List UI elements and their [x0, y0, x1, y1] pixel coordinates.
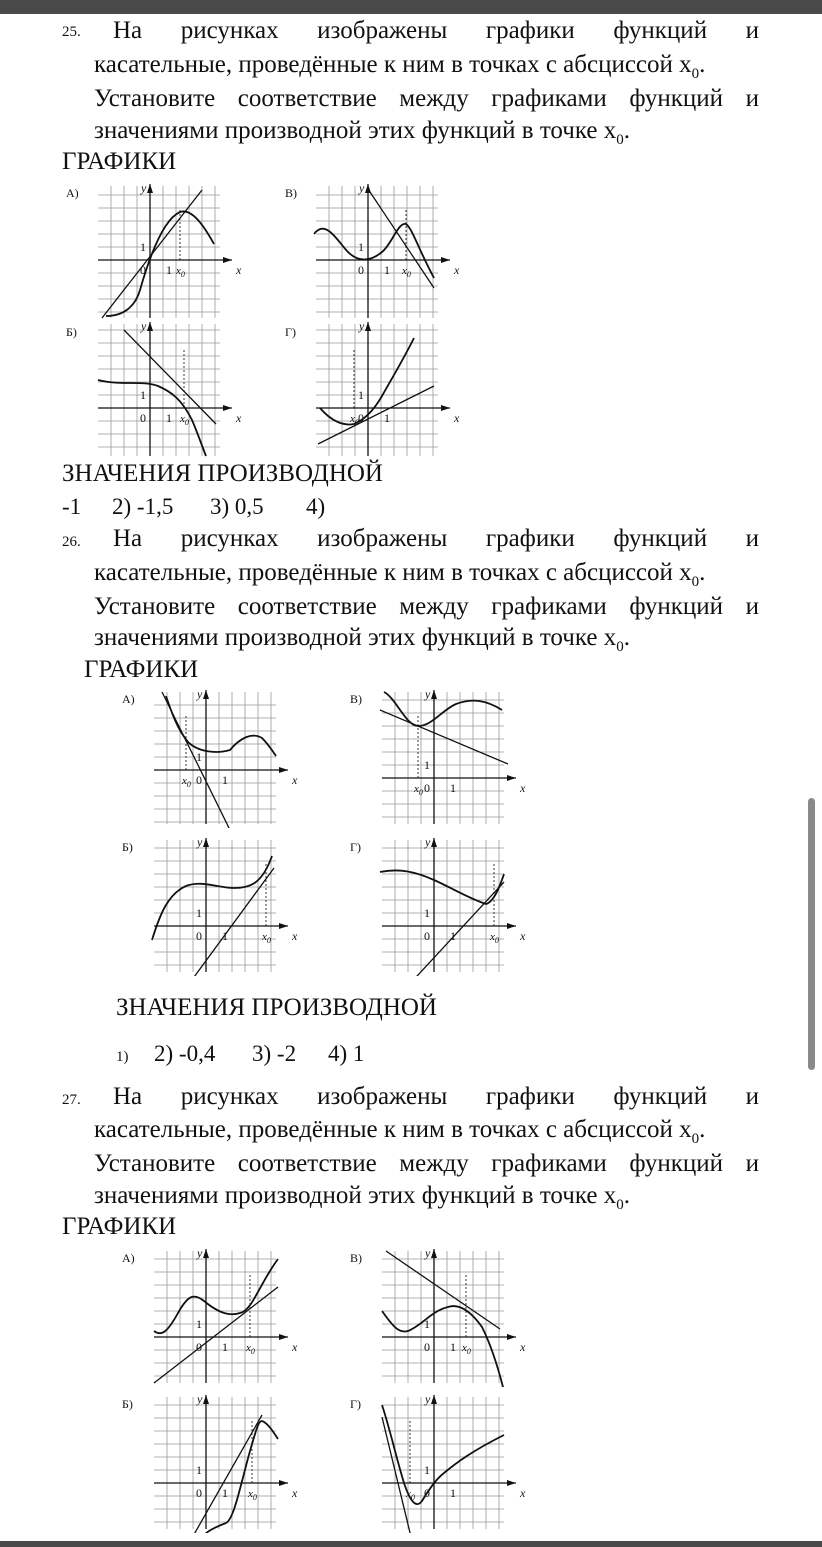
origin-label: 0 [196, 1340, 202, 1354]
grid-lines [98, 324, 220, 456]
unit-x-label: 1 [222, 1486, 228, 1500]
x0-label: $x_0$ [350, 413, 359, 427]
x-axis-label: x [454, 411, 460, 425]
x-axis-arrow [279, 767, 288, 773]
problem-number: 27. [62, 1092, 81, 1108]
graphs-heading: ГРАФИКИ [84, 656, 199, 683]
grid-lines [382, 1397, 504, 1529]
function-graph-v [310, 182, 470, 322]
origin-label: 0 [424, 1486, 430, 1500]
y-axis-arrow [203, 690, 209, 699]
graph-svg [310, 320, 470, 460]
y-axis-arrow [147, 322, 153, 331]
origin-label: 0 [140, 263, 146, 277]
grid-lines [382, 840, 504, 972]
function-curve [152, 856, 272, 940]
answer-option: 1) [116, 1049, 129, 1065]
x-axis-label: x [520, 929, 526, 943]
grid-lines [154, 840, 276, 972]
graph-label: Б) [122, 1397, 133, 1411]
function-curve [314, 224, 434, 278]
answer-option: 3) 0,5 [210, 494, 264, 519]
unit-y-label: 1 [424, 1463, 430, 1477]
origin-label: 0 [424, 781, 430, 795]
graph-label: Г) [350, 840, 361, 854]
function-graph-a [148, 1247, 308, 1387]
y-axis-arrow [203, 1249, 209, 1258]
graph-label: А) [122, 692, 135, 706]
origin-label: 0 [196, 773, 202, 787]
graphs-heading: ГРАФИКИ [62, 1213, 177, 1240]
answer-option: 2) -0,4 [154, 1041, 216, 1066]
graph-label: Б) [66, 325, 77, 339]
x-axis-label: x [520, 781, 526, 795]
y-axis-arrow [365, 322, 371, 331]
problem-text-line: значениями производной этих функций в точке $x_0$. [94, 117, 630, 148]
unit-y-label: 1 [196, 906, 202, 920]
y-axis-label: y [359, 320, 365, 333]
unit-y-label: 1 [196, 1317, 202, 1331]
x0-label: $x_0$ [402, 265, 411, 279]
answer-option: 4) [306, 494, 326, 519]
x-axis-label: x [292, 1486, 298, 1500]
tangent-line [382, 1417, 412, 1533]
y-axis-label: y [425, 836, 431, 849]
graph-svg [376, 1247, 536, 1387]
function-curve [384, 692, 502, 726]
x-axis-arrow [223, 257, 232, 263]
function-graph-v [376, 688, 536, 828]
graph-label: В) [350, 1251, 362, 1265]
unit-x-label: 1 [450, 1340, 456, 1354]
x-axis-arrow [223, 405, 232, 411]
graph-svg [92, 182, 252, 322]
grid-lines [316, 186, 438, 318]
answer-options [62, 494, 325, 520]
y-axis-label: y [141, 320, 147, 333]
y-axis-label: y [141, 182, 147, 195]
graph-svg [310, 182, 470, 322]
y-axis-label: y [197, 836, 203, 849]
unit-x-label: 1 [384, 411, 390, 425]
answer-options [116, 1041, 364, 1067]
x0-label: $x_0$ [176, 265, 185, 279]
x-axis-label: x [236, 263, 242, 277]
graph-svg [376, 688, 536, 828]
unit-y-label: 1 [140, 388, 146, 402]
x-axis-label: x [454, 263, 460, 277]
graphs-heading: ГРАФИКИ [62, 148, 177, 175]
graph-label: Г) [350, 1397, 361, 1411]
unit-x-label: 1 [450, 1486, 456, 1500]
y-axis-arrow [431, 690, 437, 699]
answer-option: 2) -1,5 [112, 494, 174, 519]
graph-svg [376, 1393, 536, 1533]
grid-lines [382, 1251, 504, 1383]
y-axis-label: y [197, 1247, 203, 1260]
problem-text-line: На рисунках изображены графики функций и [113, 525, 759, 552]
function-curve [196, 1421, 278, 1533]
x0-label: $x_0$ [262, 931, 271, 945]
graph-svg [148, 1393, 308, 1533]
x-axis-label: x [520, 1340, 526, 1354]
origin-label: 0 [358, 411, 364, 425]
answer-option: 3) -2 [252, 1041, 297, 1066]
function-graph-a [148, 688, 308, 828]
x-axis-arrow [441, 257, 450, 263]
x-axis-label: x [292, 929, 298, 943]
unit-x-label: 1 [222, 773, 228, 787]
x-axis-arrow [507, 775, 516, 781]
graph-label: Г) [285, 325, 296, 339]
graph-label: В) [350, 692, 362, 706]
function-graph-v [376, 1247, 536, 1387]
tangent-line [154, 1287, 278, 1383]
unit-y-label: 1 [358, 388, 364, 402]
graph-label: А) [66, 186, 79, 200]
problem-number: 25. [62, 24, 81, 40]
x0-label: $x_0$ [180, 413, 189, 427]
y-axis-arrow [431, 1395, 437, 1404]
unit-x-label: 1 [222, 1340, 228, 1354]
origin-label: 0 [196, 929, 202, 943]
x-axis-label: x [520, 1486, 526, 1500]
function-graph-g [376, 1393, 536, 1533]
graph-svg [148, 1247, 308, 1387]
bottom-bar [0, 1541, 822, 1547]
problem-text-line: На рисунках изображены графики функций и [113, 17, 759, 44]
tangent-line [380, 710, 508, 764]
origin-label: 0 [358, 263, 364, 277]
x-axis-label: x [236, 411, 242, 425]
x-axis-arrow [507, 1480, 516, 1486]
function-curve [98, 380, 206, 456]
origin-label: 0 [424, 929, 430, 943]
problem-text-line: значениями производной этих функций в точке $x_0$. [94, 1182, 630, 1213]
y-axis-label: y [425, 688, 431, 701]
x-axis-arrow [441, 405, 450, 411]
values-heading: ЗНАЧЕНИЯ ПРОИЗВОДНОЙ [62, 460, 383, 487]
unit-y-label: 1 [196, 1463, 202, 1477]
problem-text-line: Установите соответствие между графиками функций и [94, 85, 759, 112]
problem-text-line: На рисунках изображены графики функций и [113, 1083, 759, 1110]
function-graph-b [148, 1393, 308, 1533]
tangent-line [386, 1251, 500, 1329]
x-axis-arrow [279, 1334, 288, 1340]
origin-label: 0 [140, 411, 146, 425]
x-axis-label: x [292, 773, 298, 787]
graph-svg [148, 688, 308, 828]
x-axis-arrow [507, 1334, 516, 1340]
unit-y-label: 1 [424, 758, 430, 772]
unit-x-label: 1 [384, 263, 390, 277]
x-axis-arrow [279, 923, 288, 929]
problem-text-line: касательные, проведённые к ним в точках с абсциссой $x_0$. [94, 51, 706, 82]
y-axis-label: y [197, 688, 203, 701]
unit-x-label: 1 [450, 929, 456, 943]
function-graph-a [92, 182, 252, 322]
grid-lines [98, 186, 220, 318]
function-graph-b [148, 836, 308, 976]
x-axis-arrow [507, 923, 516, 929]
graph-svg [148, 836, 308, 976]
y-axis-label: y [359, 182, 365, 195]
y-axis-label: y [425, 1393, 431, 1406]
function-graph-g [310, 320, 470, 460]
origin-label: 0 [196, 1486, 202, 1500]
problem-text-line: касательные, проведённые к ним в точках с абсциссой $x_0$. [94, 1116, 706, 1147]
top-bar [0, 0, 822, 14]
x0-label: $x_0$ [414, 783, 423, 797]
y-axis-arrow [147, 184, 153, 193]
unit-y-label: 1 [424, 906, 430, 920]
x0-label: $x_0$ [182, 775, 191, 789]
function-graph-b [92, 320, 252, 460]
x-axis-label: x [292, 1340, 298, 1354]
function-curve [320, 338, 414, 424]
y-axis-label: y [197, 1393, 203, 1406]
unit-y-label: 1 [424, 1317, 430, 1331]
unit-x-label: 1 [166, 263, 172, 277]
scrollbar-thumb[interactable] [808, 798, 815, 1070]
graph-svg [92, 320, 252, 460]
x0-label: $x_0$ [248, 1488, 257, 1502]
values-heading: ЗНАЧЕНИЯ ПРОИЗВОДНОЙ [116, 994, 437, 1021]
grid-lines [154, 1251, 276, 1383]
problem-text-line: значениями производной этих функций в точке $x_0$. [94, 624, 630, 655]
x0-label: $x_0$ [406, 1488, 415, 1502]
y-axis-arrow [431, 838, 437, 847]
problem-number: 26. [62, 534, 81, 550]
x0-label: $x_0$ [246, 1342, 255, 1356]
problem-text-line: Установите соответствие между графиками функций и [94, 593, 759, 620]
y-axis-arrow [365, 184, 371, 193]
answer-option: 4) 1 [328, 1041, 365, 1066]
y-axis-arrow [203, 1395, 209, 1404]
unit-y-label: 1 [140, 240, 146, 254]
unit-x-label: 1 [166, 411, 172, 425]
graph-label: Б) [122, 840, 133, 854]
unit-y-label: 1 [196, 750, 202, 764]
y-axis-arrow [431, 1249, 437, 1258]
graph-svg [376, 836, 536, 976]
problem-text-line: Установите соответствие между графиками функций и [94, 1150, 759, 1177]
grid-lines [154, 1397, 276, 1529]
unit-y-label: 1 [358, 240, 364, 254]
graph-label: А) [122, 1251, 135, 1265]
unit-x-label: 1 [450, 781, 456, 795]
function-graph-g [376, 836, 536, 976]
function-curve [106, 211, 214, 316]
origin-label: 0 [424, 1340, 430, 1354]
y-axis-label: y [425, 1247, 431, 1260]
function-curve [154, 1259, 278, 1333]
x-axis-arrow [279, 1480, 288, 1486]
graph-label: В) [285, 186, 297, 200]
unit-x-label: 1 [222, 929, 228, 943]
y-axis-arrow [203, 838, 209, 847]
problem-text-line: касательные, проведённые к ним в точках с абсциссой $x_0$. [94, 559, 706, 590]
answer-option: -1 [62, 494, 82, 519]
x0-label: $x_0$ [490, 931, 499, 945]
x0-label: $x_0$ [462, 1342, 471, 1356]
